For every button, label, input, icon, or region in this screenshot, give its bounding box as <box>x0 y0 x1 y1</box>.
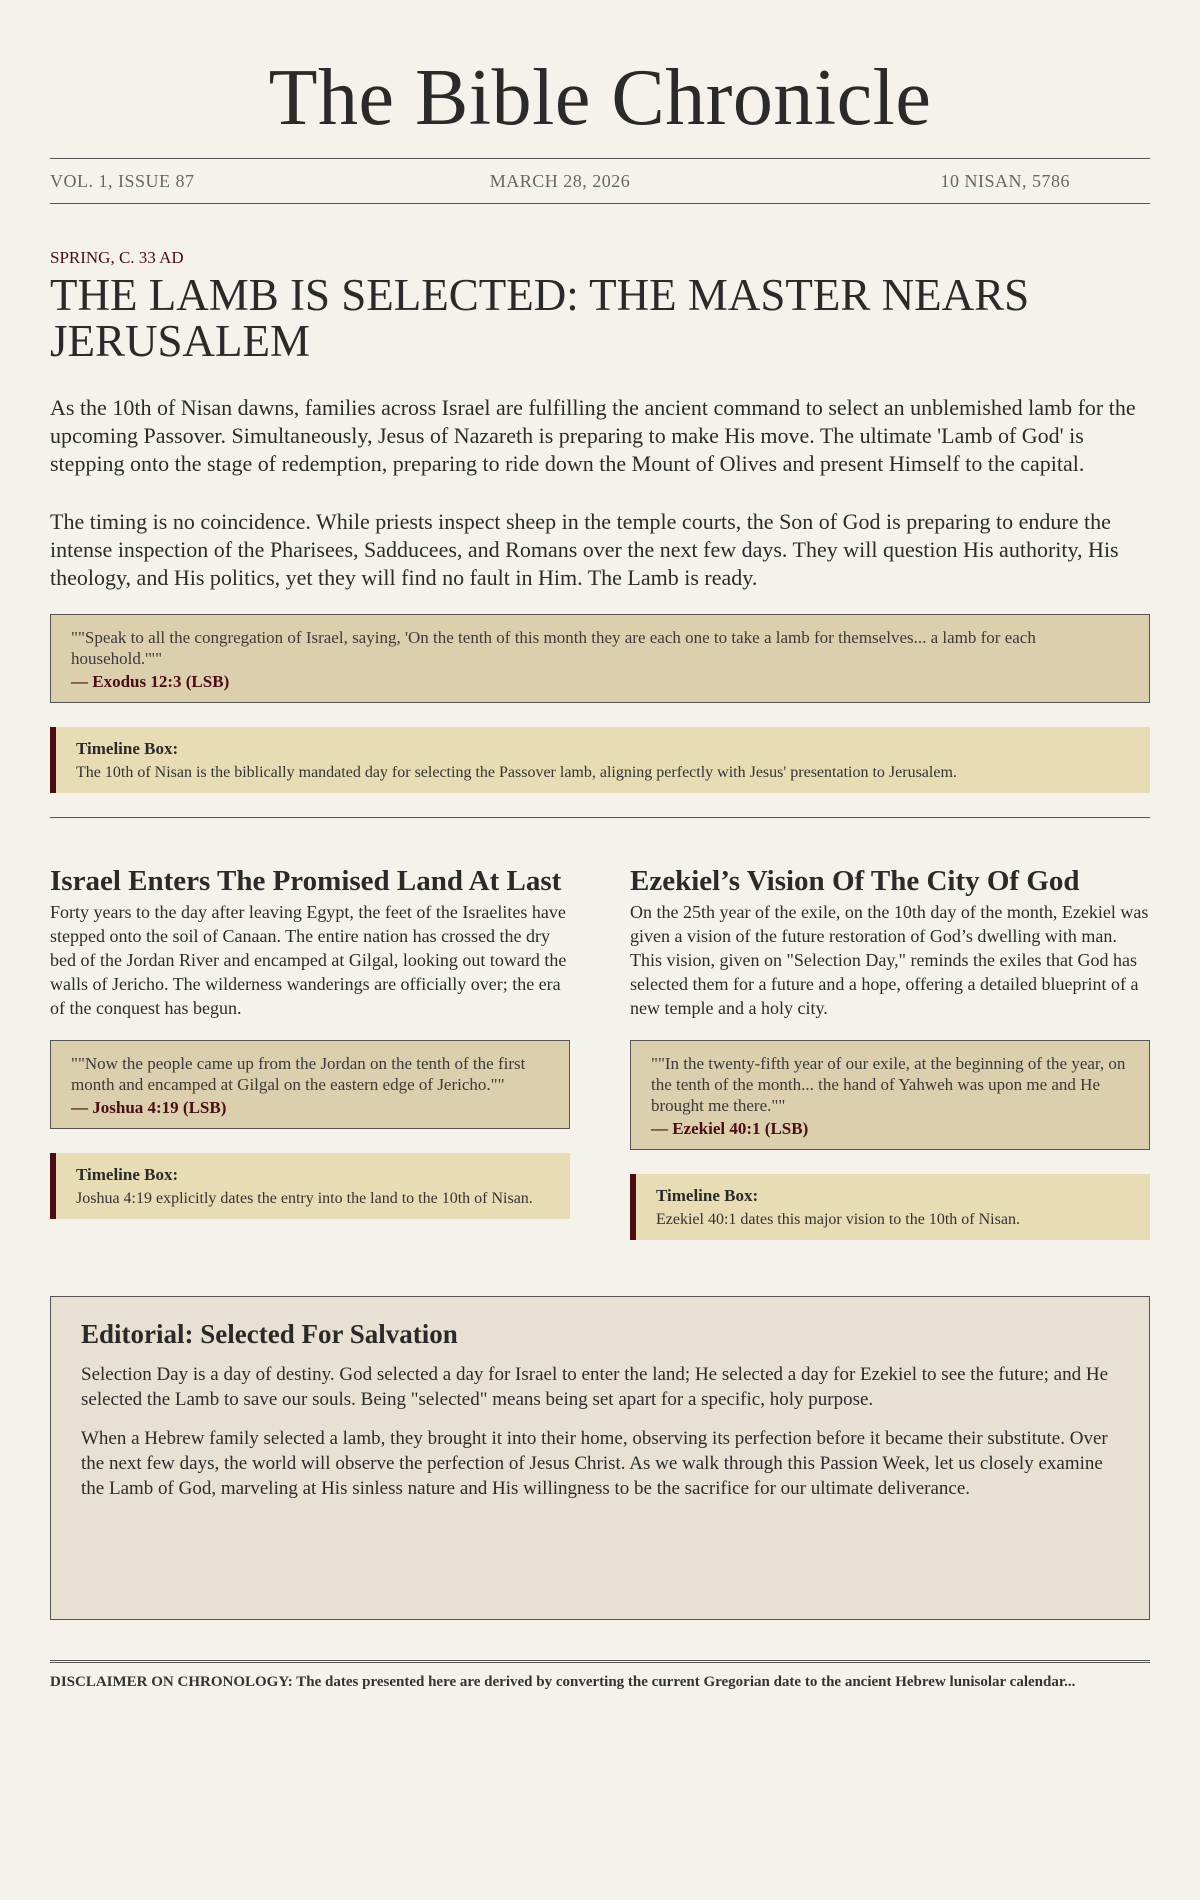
editorial-paragraph: When a Hebrew family selected a lamb, they brought it into their home, observing its perfection before it became their substitute. Over the next few days, the world will observe the perfection of Jesus Christ. As we walk through this Passion Week, let us closely examine the Lamb of God, marveling at His sinless nature and His willingness to be the sacrifice for our ultimate deliverance. <box>81 1428 1108 1499</box>
timeline-label: Timeline Box: <box>76 1165 179 1184</box>
main-story-paragraph: The timing is no coincidence. While priests inspect sheep in the temple courts, the Son of God is preparing to endure the intense inspection of the Pharisees, Sadducees, and Romans over the next few days. They will question His authority, His theology, and His politics, yet they will find no fault in Him. The Lamb is ready. <box>50 509 1119 590</box>
masthead-title: The Bible Chronicle <box>268 54 932 142</box>
timeline-label: Timeline Box: <box>76 739 179 758</box>
quote-citation: — Exodus 12:3 (LSB) <box>71 672 230 691</box>
quote-text: ""In the twenty-fifth year of our exile, at the beginning of the year, on the tenth of the month... the hand of Yahweh was upon me and He brought me there."" <box>651 1054 1126 1115</box>
timeline-box <box>630 1174 1150 1240</box>
quote-citation: — Ezekiel 40:1 (LSB) <box>651 1119 809 1138</box>
quote-citation: — Joshua 4:19 (LSB) <box>71 1098 227 1117</box>
section-divider <box>50 817 1150 818</box>
main-story-kicker: SPRING, C. 33 AD <box>50 248 184 267</box>
newspaper-page <box>50 0 1150 1691</box>
masthead <box>50 0 1150 204</box>
timeline-text: Joshua 4:19 explicitly dates the entry into the land to the 10th of Nisan. <box>76 1190 533 1207</box>
timeline-text: Ezekiel 40:1 dates this major vision to the 10th of Nisan. <box>656 1211 1020 1228</box>
scripture-quote <box>630 1040 1150 1150</box>
quote-text: ""Speak to all the congregation of Israel, saying, 'On the tenth of this month they are each one to take a lamb for themselves... a lamb for each household.'"" <box>71 628 1036 668</box>
timeline-box <box>50 1153 570 1219</box>
issue-volume: VOL. 1, ISSUE 87 <box>50 170 195 191</box>
hebrew-date: 10 NISAN, 5786 <box>940 170 1070 191</box>
secondary-stories <box>50 866 1150 1240</box>
right-story-body: On the 25th year of the exile, on the 10th day of the month, Ezekiel was given a vision of the future restoration of God’s dwelling with man. This vision, given on "Selection Day," reminds the exiles that God has selected them for a future and a hope, offering a detailed blueprint of a new temple and a holy city. <box>630 902 1149 1018</box>
dateline <box>50 158 1150 204</box>
timeline-box <box>50 727 1150 793</box>
quote-text: ""Now the people came up from the Jordan on the tenth of the first month and encamped at Gilgal on the eastern edge of Jericho."" <box>71 1054 526 1094</box>
scripture-quote <box>50 1040 570 1129</box>
right-story <box>630 866 1150 1240</box>
editorial-paragraph: Selection Day is a day of destiny. God selected a day for Israel to enter the land; He selected a day for Ezekiel to see the future; and He selected the Lamb to save our souls. Being "selected" means being set apart for a specific, holy purpose. <box>81 1364 1109 1410</box>
timeline-label: Timeline Box: <box>656 1186 759 1205</box>
timeline-text: The 10th of Nisan is the biblically mandated day for selecting the Passover lamb, aligning perfectly with Jesus' presentation to Jerusalem. <box>76 764 957 781</box>
chronology-disclaimer: DISCLAIMER ON CHRONOLOGY: The dates presented here are derived by converting the current Gregorian date to the ancient Hebrew lunisolar calendar... <box>50 1660 1150 1691</box>
main-story-headline: THE LAMB IS SELECTED: THE MASTER NEARS JERUSALEM <box>50 270 1030 366</box>
editorial-box <box>50 1296 1150 1620</box>
issue-date: MARCH 28, 2026 <box>489 170 631 191</box>
left-story-headline: Israel Enters The Promised Land At Last <box>50 865 562 897</box>
main-story-body <box>50 394 1150 592</box>
scripture-quote <box>50 614 1150 703</box>
right-story-headline: Ezekiel’s Vision Of The City Of God <box>630 865 1080 897</box>
main-story-paragraph: As the 10th of Nisan dawns, families across Israel are fulfilling the ancient command to select an unblemished lamb for the upcoming Passover. Simultaneously, Jesus of Nazareth is preparing to make His move. The ultimate 'Lamb of God' is stepping onto the stage of redemption, preparing to ride down the Mount of Olives and present Himself to the capital. <box>50 395 1136 476</box>
editorial-title: Editorial: Selected For Salvation <box>81 1319 458 1349</box>
main-story <box>50 248 1150 793</box>
left-story <box>50 866 570 1240</box>
left-story-body: Forty years to the day after leaving Egypt, the feet of the Israelites have stepped onto the soil of Canaan. The entire nation has crossed the dry bed of the Jordan River and encamped at Gilgal, looking out toward the walls of Jericho. The wilderness wanderings are officially over; the era of the conquest has begun. <box>50 902 567 1018</box>
